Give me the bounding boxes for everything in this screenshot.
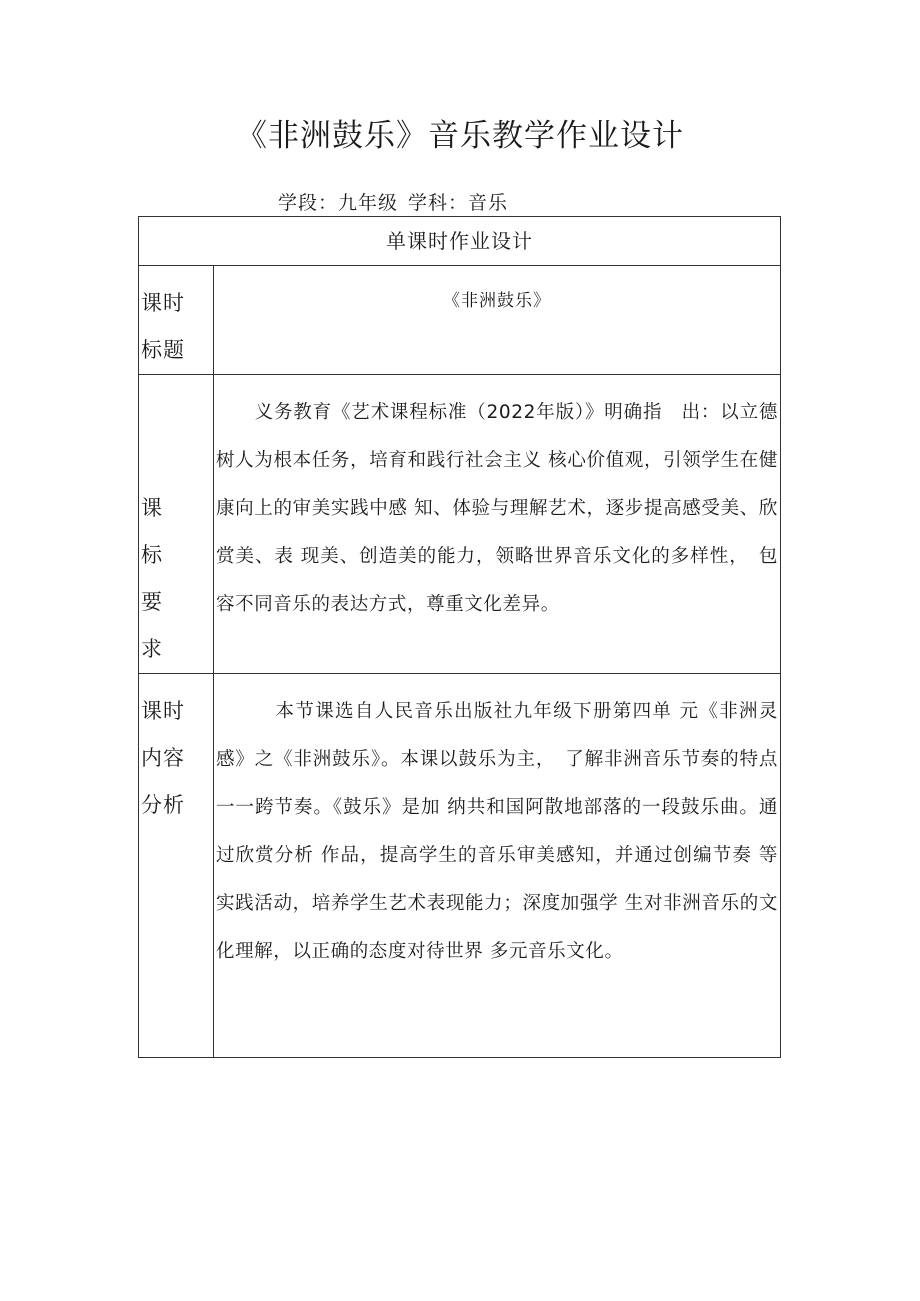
content-analysis-text: 本节课选自人民音乐出版社九年级下册第四单 元《非洲灵感》之《非洲鼓乐》。本课以鼓乐为主， 了解非洲音乐节奏的特点一一跨节奏。《鼓乐》是加 纳共和国阿散地部落的一段鼓乐曲。通过欣赏分析 作品，提高学生的音乐审美感知，并通过创编节奏 等实践活动，培养学生艺术表现能力；深度加强学 生对非洲音乐的文化理解，以正确的态度对待世界 多元音乐文化。	[214, 674, 781, 1058]
row-label-line: 课 标	[141, 496, 174, 567]
table-row	[139, 375, 781, 674]
row-label-lesson-title: 课时 标题	[139, 266, 214, 375]
table-header-row	[139, 217, 781, 266]
table-row	[139, 266, 781, 375]
lesson-title-value: 《非洲鼓乐》	[214, 266, 781, 375]
meta-line	[278, 188, 518, 215]
row-label-curriculum-requirements	[139, 375, 214, 674]
stage-label: 学段：九年级	[278, 192, 399, 214]
table-header: 单课时作业设计	[139, 217, 781, 266]
row-label-line: 要 求	[141, 590, 174, 661]
row-label-content-analysis: 课时 内容 分析	[139, 674, 214, 1058]
table-row	[139, 674, 781, 1058]
page-title: 《非洲鼓乐》音乐教学作业设计	[236, 118, 684, 154]
curriculum-requirements-text: 义务教育《艺术课程标准（2022年版）》明确指 出：以立德树人为根本任务，培育和践行社会主义 核心价值观，引领学生在健康向上的审美实践中感 知、体验与理解艺术，逐步提高感受美、欣赏美、表 现美、创造美的能力，领略世界音乐文化的多样性， 包容不同音乐的表达方式，尊重文化差异。	[214, 375, 781, 674]
assignment-design-table	[138, 216, 781, 1058]
subject-label: 学科：音乐	[408, 192, 509, 214]
